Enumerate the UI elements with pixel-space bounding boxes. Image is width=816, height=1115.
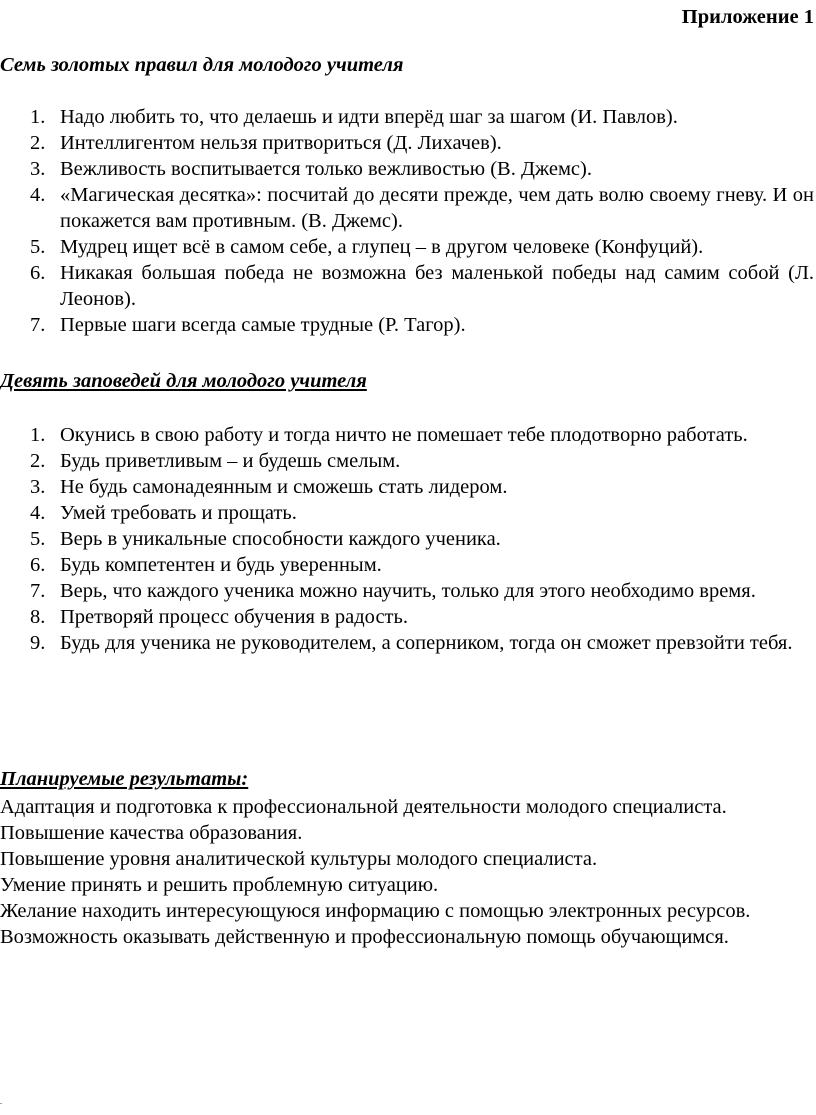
list-item: 5. Мудрец ищет всё в самом себе, а глупец – в другом человеке (Конфуций). — [30, 236, 704, 258]
appendix-label: Приложение 1 — [681, 6, 814, 28]
list-item: 7. Верь, что каждого ученика можно научить, только для этого необходимо время. — [30, 580, 756, 602]
list-item: 7. Первые шаги всегда самые трудные (Р. Тагор). — [30, 314, 466, 336]
footer-mark: . — [0, 1097, 2, 1106]
section2-title: Девять заповедей для молодого учителя — [0, 370, 367, 392]
list-item: 2. Интеллигентом нельзя притвориться (Д. Лихачев). — [30, 132, 502, 154]
result-paragraph: Возможность оказывать действенную и профессиональную помощь обучающимся. — [0, 926, 729, 948]
list-item: 5. Верь в уникальные способности каждого ученика. — [30, 528, 501, 550]
list-item: 1. Надо любить то, что делаешь и идти вперёд шаг за шагом (И. Павлов). — [30, 106, 678, 128]
list-item: 6. Будь компетентен и будь уверенным. — [30, 554, 382, 576]
list-item: 1. Окунись в свою работу и тогда ничто не помешает тебе плодотворно работать. — [30, 424, 748, 446]
list-item: 9. Будь для ученика не руководителем, а соперником, тогда он сможет превзойти тебя. — [30, 632, 793, 654]
golden-rules-list — [0, 104, 814, 338]
result-paragraph: Желание находить интересующуюся информацию с помощью электронных ресурсов. — [0, 900, 751, 922]
result-paragraph: Умение принять и решить проблемную ситуацию. — [0, 874, 439, 896]
list-item: 6. Никакая большая победа не возможна без маленькой победы над самим собой (Л. Леонов). — [30, 262, 814, 310]
result-paragraph: Адаптация и подготовка к профессиональной деятельности молодого специалиста. — [0, 796, 727, 818]
list-item: 3. Вежливость воспитывается только вежливостью (В. Джемс). — [30, 158, 592, 180]
results-block — [0, 794, 814, 950]
list-item: 4. Умей требовать и прощать. — [30, 502, 297, 524]
list-item: 2. Будь приветливым – и будешь смелым. — [30, 450, 401, 472]
section1-title: Семь золотых правил для молодого учителя — [0, 54, 404, 76]
result-paragraph: Повышение качества образования. — [0, 822, 303, 844]
list-item: 8. Претворяй процесс обучения в радость. — [30, 606, 408, 628]
commandments-list — [0, 422, 814, 656]
result-paragraph: Повышение уровня аналитической культуры молодого специалиста. — [0, 848, 598, 870]
list-item: 3. Не будь самонадеянным и сможешь стать лидером. — [30, 476, 508, 498]
list-item: 4. «Магическая десятка»: посчитай до десяти прежде, чем дать волю своему гневу. И он покажется вам противным. (В. Джемс). — [30, 184, 814, 232]
section3-title: Планируемые результаты: — [0, 768, 249, 790]
